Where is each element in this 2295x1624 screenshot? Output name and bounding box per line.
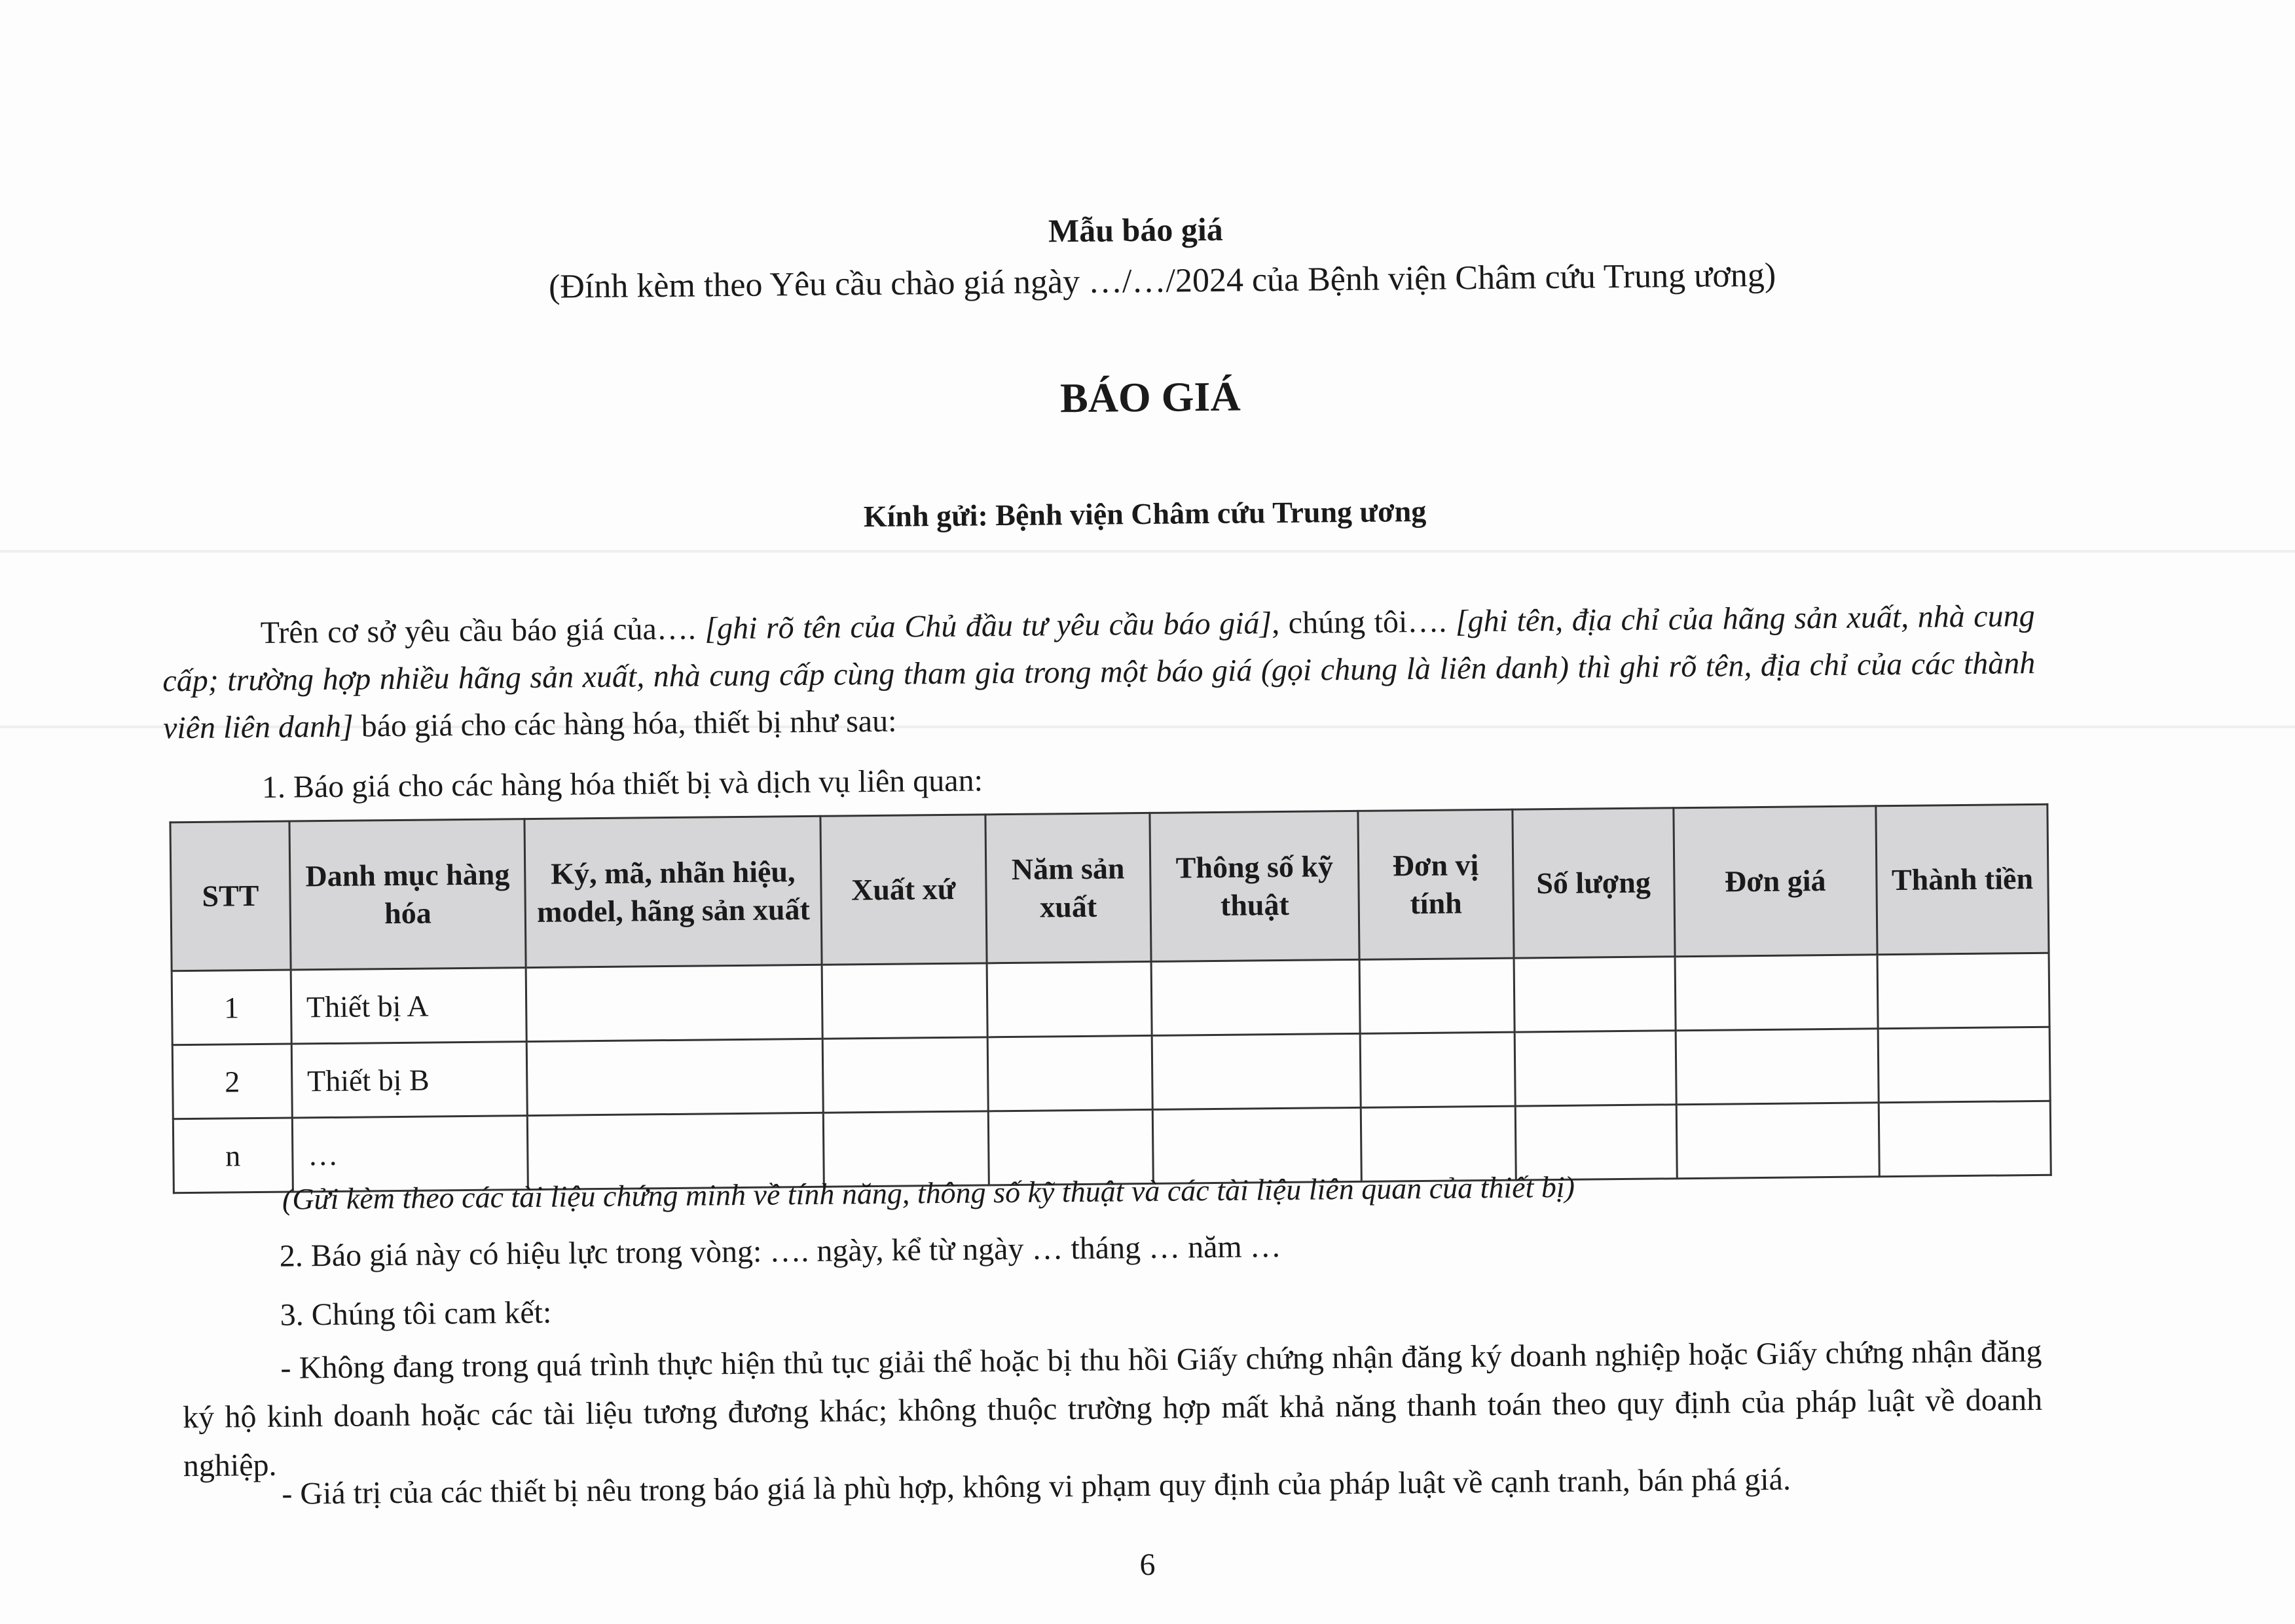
cell-unit-price [1675, 955, 1879, 1031]
intro-placeholder-supplier: [ghi tên, địa chỉ của hãng sản xuất, nhà cung cấp; trường hợp nhiều hãng sản xuất, nhà cung cấp cùng tham gia trong một báo giá (gọi chung là liên danh) thì ghi rõ tên, địa chỉ của các thành viên liên danh] [162, 598, 2036, 746]
header-stt: STT [170, 821, 291, 971]
section-2-validity: 2. Báo giá này có hiệu lực trong vòng: …. ngày, kể từ ngày … tháng … năm … [279, 1229, 1281, 1274]
cell-stt: n [173, 1118, 293, 1193]
cell-specs [1152, 1033, 1361, 1109]
header-item-name: Danh mục hàng hóa [289, 819, 526, 970]
cell-item-name: Thiết bị A [291, 968, 527, 1044]
cell-unit-price [1676, 1029, 1879, 1105]
commitment-1: - Không đang trong quá trình thực hiện thủ tục giải thể hoặc bị thu hồi Giấy chứng nhận đăng ký doanh nghiệp hoặc Giấy chứng nhận đăng ký hộ kinh doanh hoặc các tài liệu tương đương khác; không thuộc trường hợp mất khả năng thanh toán theo quy định của pháp luật về doanh nghiệp. [182, 1333, 2043, 1484]
form-subtitle: (Đính kèm theo Yêu cầu chào giá ngày …/…/2024 của Bệnh viện Châm cứu Trung ương) [548, 256, 1776, 306]
intro-text: , chúng tôi…. [1271, 604, 1456, 641]
header-year: Năm sản xuất [985, 813, 1151, 963]
cell-origin [822, 1037, 988, 1113]
header-total: Thành tiền [1876, 804, 2049, 955]
cell-item-name: … [292, 1116, 528, 1192]
cell-quantity [1515, 1105, 1677, 1180]
cell-model [526, 965, 823, 1041]
cell-year [987, 1035, 1153, 1111]
cell-total [1878, 1027, 2050, 1103]
header-quantity: Số lượng [1513, 808, 1675, 958]
section-3-heading: 3. Chúng tôi cam kết: [280, 1295, 552, 1333]
cell-total [1879, 1101, 2051, 1177]
intro-paragraph [162, 593, 2036, 752]
cell-quantity [1514, 957, 1676, 1032]
cell-specs [1151, 959, 1360, 1035]
header-unit-price: Đơn giá [1673, 806, 1877, 957]
page-number: 6 [1139, 1547, 1156, 1582]
commitment-2: - Giá trị của các thiết bị nêu trong báo giá là phù hợp, không vi phạm quy định của pháp luật về cạnh tranh, bán phá giá. [282, 1462, 1791, 1511]
quotation-table [169, 803, 2051, 1194]
header-unit: Đơn vị tính [1358, 809, 1514, 959]
cell-stt: 1 [172, 970, 291, 1045]
header-origin: Xuất xứ [820, 815, 987, 965]
cell-unit [1360, 1032, 1515, 1107]
recipient-line: Kính gửi: Bệnh viện Châm cứu Trung ương [863, 494, 1427, 534]
section-1-heading: 1. Báo giá cho các hàng hóa thiết bị và dịch vụ liên quan: [261, 763, 983, 805]
cell-total [1877, 953, 2049, 1029]
form-title: Mẫu báo giá [1048, 210, 1223, 249]
cell-unit [1359, 958, 1515, 1033]
cell-unit-price [1676, 1103, 1880, 1179]
cell-model [527, 1039, 824, 1115]
cell-origin [822, 963, 987, 1039]
cell-stt: 2 [172, 1044, 292, 1119]
cell-item-name: Thiết bị B [291, 1042, 528, 1118]
table-header-row [170, 804, 2049, 971]
intro-text: báo giá cho các hàng hóa, thiết bị như sau: [353, 703, 897, 744]
intro-text: Trên cơ sở yêu cầu báo giá của…. [260, 611, 705, 650]
cell-quantity [1515, 1031, 1676, 1106]
header-model: Ký, mã, nhãn hiệu, model, hãng sản xuất [524, 816, 822, 967]
table-note: (Gửi kèm theo các tài liệu chứng minh về tính năng, thông số kỹ thuật và các tài liệu liên quan của thiết bị) [282, 1170, 1575, 1216]
cell-year [987, 961, 1152, 1037]
header-specs: Thông số kỹ thuật [1150, 811, 1359, 961]
document-title: BÁO GIÁ [1059, 373, 1241, 422]
intro-placeholder-investor: [ghi rõ tên của Chủ đầu tư yêu cầu báo giá] [705, 606, 1272, 646]
